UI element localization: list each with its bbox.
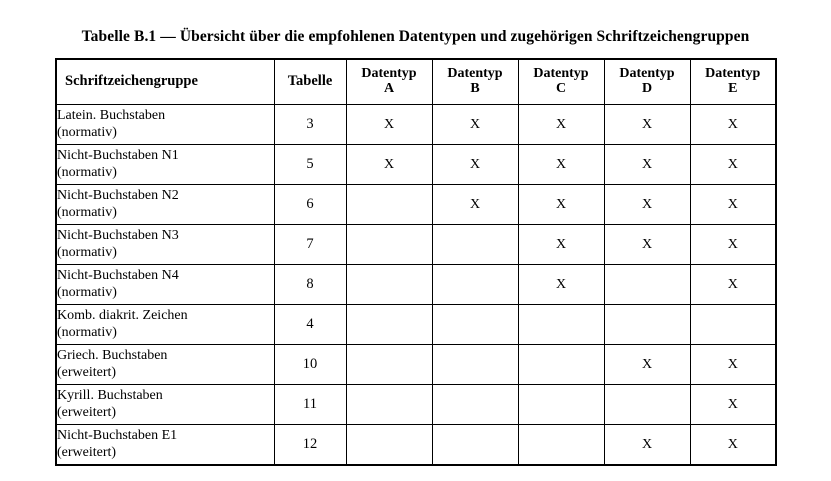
cell-datentyp-d — [604, 305, 690, 345]
cell-datentyp-e: X — [690, 185, 776, 225]
row-table-number: 11 — [274, 385, 346, 425]
column-header-datentyp-a — [346, 59, 432, 105]
cell-datentyp-b — [432, 225, 518, 265]
table-row — [56, 345, 776, 385]
cell-datentyp-b — [432, 345, 518, 385]
row-group-cell — [56, 145, 274, 185]
datentyp-a-line2: A — [383, 81, 395, 96]
cell-datentyp-a — [346, 305, 432, 345]
cell-datentyp-b: X — [432, 105, 518, 145]
row-group-cell — [56, 105, 274, 145]
column-header-schriftzeichengruppe: Schriftzeichengruppe — [56, 59, 274, 105]
group-qualifier: (erweitert) — [57, 404, 117, 420]
group-qualifier: (normativ) — [57, 244, 117, 260]
column-header-datentyp-d — [604, 59, 690, 105]
group-name: Nicht-Buchstaben N2 — [57, 188, 179, 204]
datentyp-e-line1: Datentyp — [705, 66, 761, 82]
table-row — [56, 425, 776, 466]
table-header — [56, 59, 776, 105]
cell-datentyp-c — [518, 425, 604, 466]
table-row — [56, 265, 776, 305]
row-table-number: 3 — [274, 105, 346, 145]
row-table-number: 6 — [274, 185, 346, 225]
cell-datentyp-c: X — [518, 145, 604, 185]
cell-datentyp-b — [432, 265, 518, 305]
group-name: Nicht-Buchstaben N4 — [57, 268, 179, 284]
group-name: Komb. diakrit. Zeichen — [57, 308, 188, 324]
cell-datentyp-a — [346, 225, 432, 265]
datentyp-b-line2: B — [470, 81, 480, 96]
row-group-cell — [56, 345, 274, 385]
row-group-cell — [56, 265, 274, 305]
cell-datentyp-a — [346, 385, 432, 425]
datentyp-b-line1: Datentyp — [447, 66, 503, 82]
group-qualifier: (erweitert) — [57, 444, 117, 460]
cell-datentyp-c: X — [518, 105, 604, 145]
cell-datentyp-d: X — [604, 105, 690, 145]
cell-datentyp-e: X — [690, 385, 776, 425]
row-table-number: 5 — [274, 145, 346, 185]
group-name: Nicht-Buchstaben N3 — [57, 228, 179, 244]
datentyp-d-line1: Datentyp — [619, 66, 675, 82]
cell-datentyp-a — [346, 345, 432, 385]
row-group-cell — [56, 305, 274, 345]
row-table-number: 4 — [274, 305, 346, 345]
cell-datentyp-e — [690, 305, 776, 345]
table-row — [56, 305, 776, 345]
cell-datentyp-c: X — [518, 265, 604, 305]
group-name: Latein. Buchstaben — [57, 108, 166, 124]
datentyp-d-line2: D — [641, 81, 653, 96]
table-body — [56, 105, 776, 466]
row-table-number: 10 — [274, 345, 346, 385]
group-qualifier: (normativ) — [57, 204, 117, 220]
row-table-number: 12 — [274, 425, 346, 466]
cell-datentyp-e: X — [690, 105, 776, 145]
table-row — [56, 225, 776, 265]
group-qualifier: (normativ) — [57, 284, 117, 300]
cell-datentyp-b — [432, 425, 518, 466]
cell-datentyp-b: X — [432, 145, 518, 185]
cell-datentyp-d: X — [604, 345, 690, 385]
cell-datentyp-c — [518, 305, 604, 345]
group-name: Kyrill. Buchstaben — [57, 388, 163, 404]
datatype-overview-table — [55, 58, 777, 466]
cell-datentyp-d — [604, 385, 690, 425]
cell-datentyp-e: X — [690, 345, 776, 385]
cell-datentyp-e: X — [690, 225, 776, 265]
header-row — [56, 59, 776, 105]
column-header-datentyp-b — [432, 59, 518, 105]
row-group-cell — [56, 385, 274, 425]
cell-datentyp-a — [346, 425, 432, 466]
cell-datentyp-b — [432, 305, 518, 345]
group-qualifier: (normativ) — [57, 164, 117, 180]
row-group-cell — [56, 425, 274, 466]
cell-datentyp-c: X — [518, 225, 604, 265]
cell-datentyp-d: X — [604, 145, 690, 185]
table-caption: Tabelle B.1 — Übersicht über die empfohlenen Datentypen und zugehörigen Schriftzeichengruppen — [81, 28, 750, 45]
cell-datentyp-e: X — [690, 145, 776, 185]
row-table-number: 7 — [274, 225, 346, 265]
datentyp-c-line2: C — [555, 81, 567, 96]
cell-datentyp-d: X — [604, 225, 690, 265]
table-row — [56, 185, 776, 225]
cell-datentyp-e: X — [690, 265, 776, 305]
cell-datentyp-d: X — [604, 185, 690, 225]
row-group-cell — [56, 185, 274, 225]
datentyp-c-line1: Datentyp — [533, 66, 589, 82]
row-table-number: 8 — [274, 265, 346, 305]
cell-datentyp-a — [346, 265, 432, 305]
table-row — [56, 105, 776, 145]
cell-datentyp-a: X — [346, 145, 432, 185]
table-row — [56, 145, 776, 185]
cell-datentyp-b: X — [432, 185, 518, 225]
cell-datentyp-c: X — [518, 185, 604, 225]
cell-datentyp-b — [432, 385, 518, 425]
cell-datentyp-d: X — [604, 425, 690, 466]
cell-datentyp-c — [518, 385, 604, 425]
column-header-datentyp-c — [518, 59, 604, 105]
cell-datentyp-c — [518, 345, 604, 385]
group-name: Nicht-Buchstaben N1 — [57, 148, 179, 164]
group-name: Nicht-Buchstaben E1 — [57, 428, 178, 444]
row-group-cell — [56, 225, 274, 265]
column-header-datentyp-e — [690, 59, 776, 105]
cell-datentyp-a — [346, 185, 432, 225]
column-header-tabelle: Tabelle — [274, 59, 346, 105]
group-qualifier: (normativ) — [57, 124, 117, 140]
cell-datentyp-e: X — [690, 425, 776, 466]
table-row — [56, 385, 776, 425]
group-name: Griech. Buchstaben — [57, 348, 168, 364]
cell-datentyp-a: X — [346, 105, 432, 145]
cell-datentyp-d — [604, 265, 690, 305]
datentyp-e-line2: E — [728, 81, 738, 96]
datentyp-a-line1: Datentyp — [361, 66, 417, 82]
group-qualifier: (erweitert) — [57, 364, 117, 380]
group-qualifier: (normativ) — [57, 324, 117, 340]
